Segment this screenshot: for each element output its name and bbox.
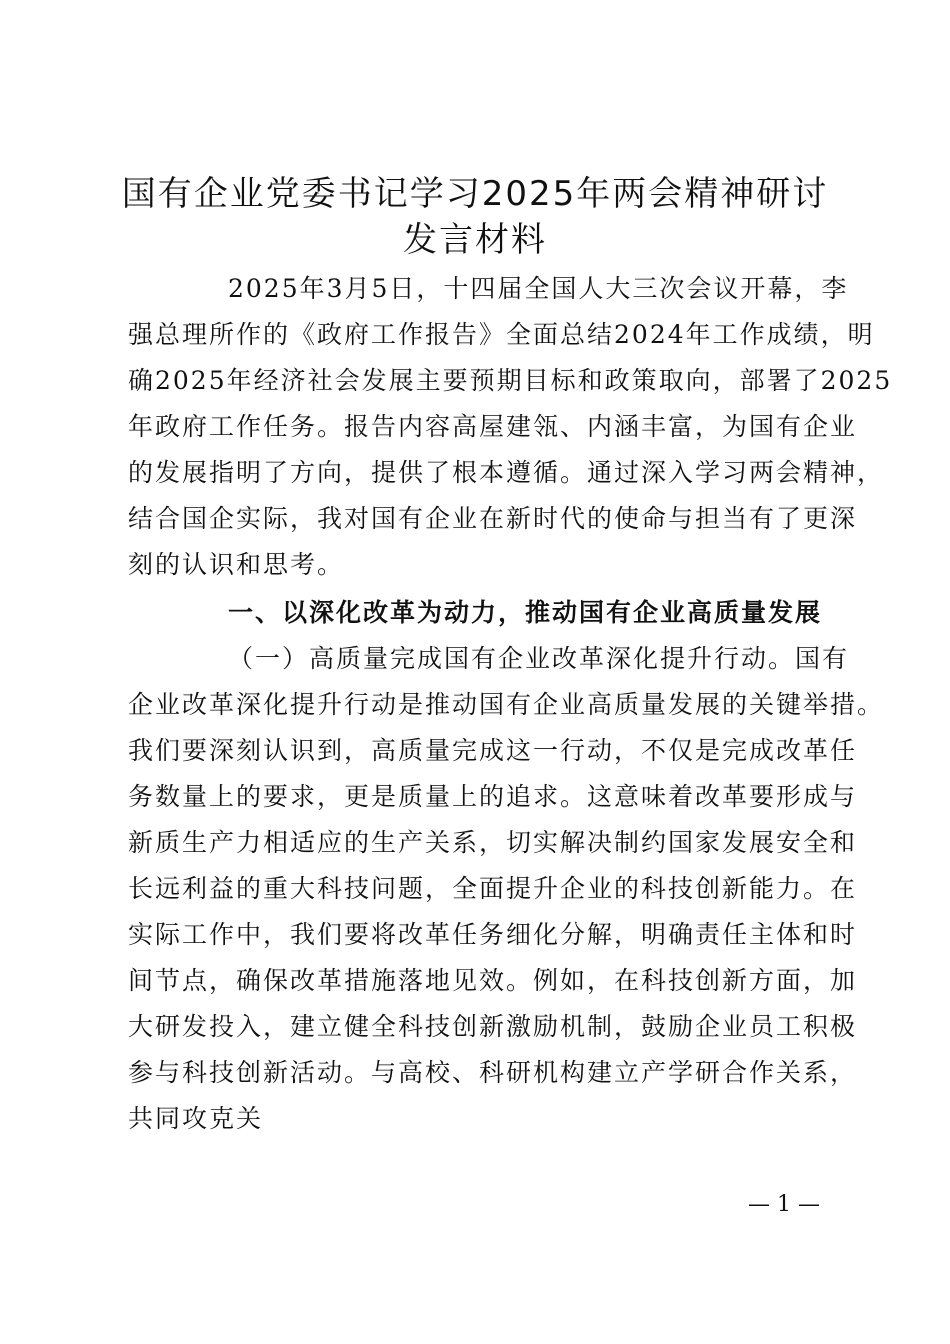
- paragraph-line: 实际工作中，我们要将改革任务细化分解，明确责任主体和时: [128, 920, 858, 949]
- paragraph-line: 长远利益的重大科技问题，全面提升企业的科技创新能力。在: [128, 874, 858, 903]
- paragraph-line: 新质生产力相适应的生产关系，切实解决制约国家发展安全和: [128, 828, 858, 857]
- document-title-line-2: 发言材料: [403, 220, 547, 260]
- paragraph-line: 我们要深刻认识到，高质量完成这一行动，不仅是完成改革任: [128, 736, 858, 765]
- paragraph-line: 2025年3月5日，十四届全国人大三次会议开幕，李: [228, 274, 849, 303]
- paragraph-line: 的发展指明了方向，提供了根本遵循。通过深入学习两会精神，: [128, 458, 885, 487]
- page-number: — 1 —: [748, 1192, 820, 1217]
- paragraph-line: 年政府工作任务。报告内容高屋建瓴、内涵丰富，为国有企业: [128, 412, 858, 441]
- section-heading-1: 一、以深化改革为动力，推动国有企业高质量发展: [228, 598, 823, 627]
- paragraph-line: 共同攻克关: [128, 1104, 264, 1133]
- paragraph-line: 企业改革深化提升行动是推动国有企业高质量发展的关键举措。: [128, 690, 885, 719]
- paragraph-line: 务数量上的要求，更是质量上的追求。这意味着改革要形成与: [128, 782, 858, 811]
- paragraph-line: 刻的认识和思考。: [128, 550, 345, 579]
- section-1-paragraph: [128, 636, 885, 1142]
- paragraph-line: 结合国企实际，我对国有企业在新时代的使命与担当有了更深: [128, 504, 858, 533]
- intro-paragraph: [128, 266, 893, 588]
- paragraph-line: 参与科技创新活动。与高校、科研机构建立产学研合作关系，: [128, 1058, 858, 1087]
- document-title-line-1: 国有企业党委书记学习2025年两会精神研讨: [121, 174, 829, 214]
- paragraph-line: 确2025年经济社会发展主要预期目标和政策取向，部署了2025: [128, 366, 893, 395]
- paragraph-line: 强总理所作的《政府工作报告》全面总结2024年工作成绩，明: [128, 320, 875, 349]
- paragraph-line: 间节点，确保改革措施落地见效。例如，在科技创新方面，加: [128, 966, 858, 995]
- paragraph-line: 大研发投入，建立健全科技创新激励机制，鼓励企业员工积极: [128, 1012, 858, 1041]
- paragraph-line: （一）高质量完成国有企业改革深化提升行动。国有: [228, 644, 850, 673]
